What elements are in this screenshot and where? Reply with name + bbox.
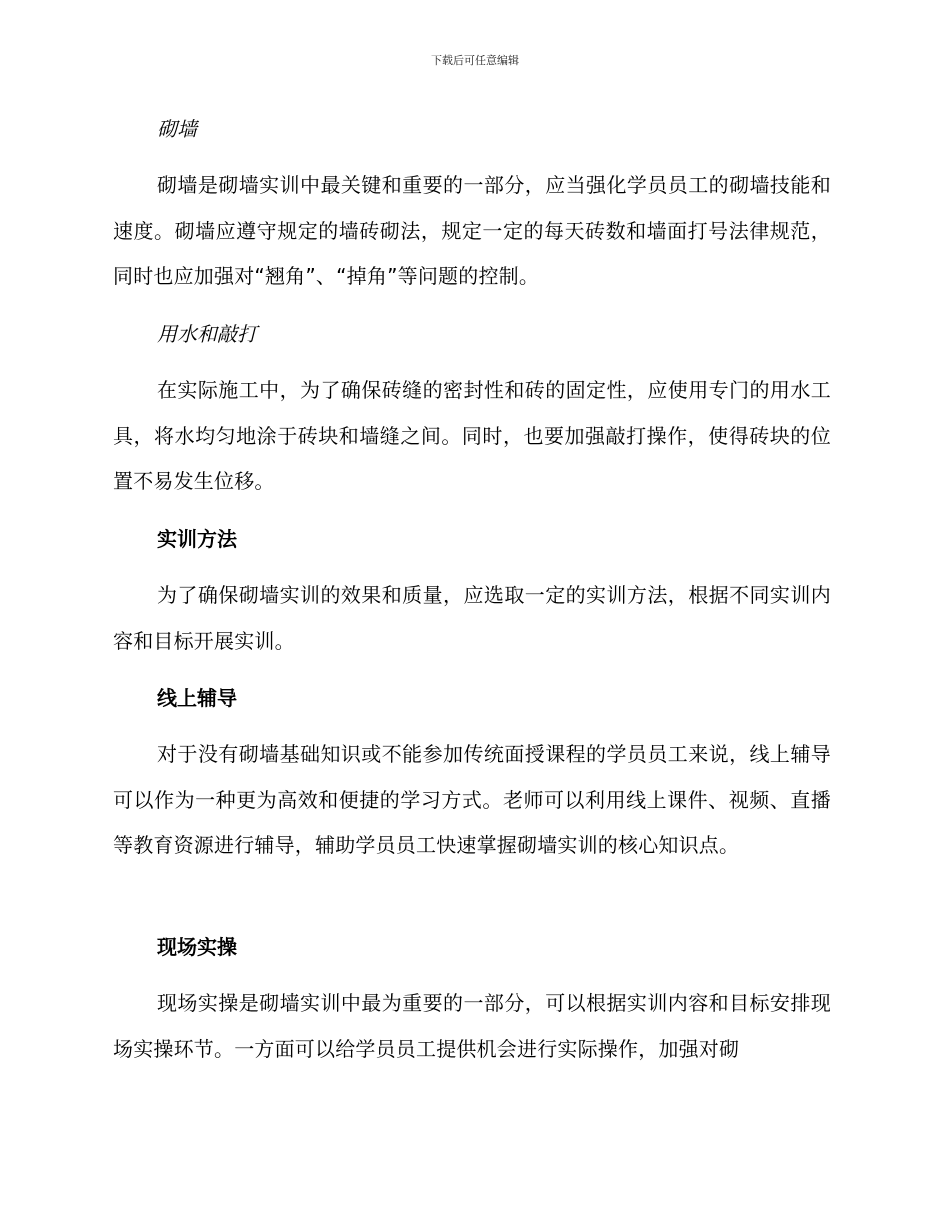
section-heading-masonry: 砌墙 xyxy=(157,117,197,141)
section-paragraph-onsite-practice: 现场实操是砌墙实训中最为重要的一部分，可以根据实训内容和目标安排现场实操环节。一方面可以给学员员工提供机会进行实际操作，加强对砌 xyxy=(113,991,831,1061)
section-paragraph-online-tutoring: 对于没有砌墙基础知识或不能参加传统面授课程的学员员工来说，线上辅导可以作为一种更为高效和便捷的学习方式。老师可以利用线上课件、视频、直播等教育资源进行辅导，辅助学员员工快速掌握砌墙实训的核心知识点。 xyxy=(113,742,831,857)
section-heading-onsite-practice: 现场实操 xyxy=(157,935,237,959)
section-heading-online-tutoring: 线上辅导 xyxy=(157,686,237,710)
section-paragraph-water-tapping: 在实际施工中，为了确保砖缝的密封性和砖的固定性，应使用专门的用水工具，将水均匀地涂于砖块和墙缝之间。同时，也要加强敲打操作，使得砖块的位置不易发生位移。 xyxy=(113,378,831,493)
page-header: 下载后可任意编辑 xyxy=(431,54,519,67)
section-heading-training-methods: 实训方法 xyxy=(157,527,237,551)
section-heading-water-tapping: 用水和敲打 xyxy=(157,322,257,346)
section-paragraph-training-methods: 为了确保砌墙实训的效果和质量，应选取一定的实训方法，根据不同实训内容和目标开展实训。 xyxy=(113,583,831,653)
section-paragraph-masonry: 砌墙是砌墙实训中最关键和重要的一部分，应当强化学员员工的砌墙技能和速度。砌墙应遵守规定的墙砖砌法，规定一定的每天砖数和墙面打号法律规范，同时也应加强对“翘角”、“掉角”等问题的控制。 xyxy=(113,173,831,288)
